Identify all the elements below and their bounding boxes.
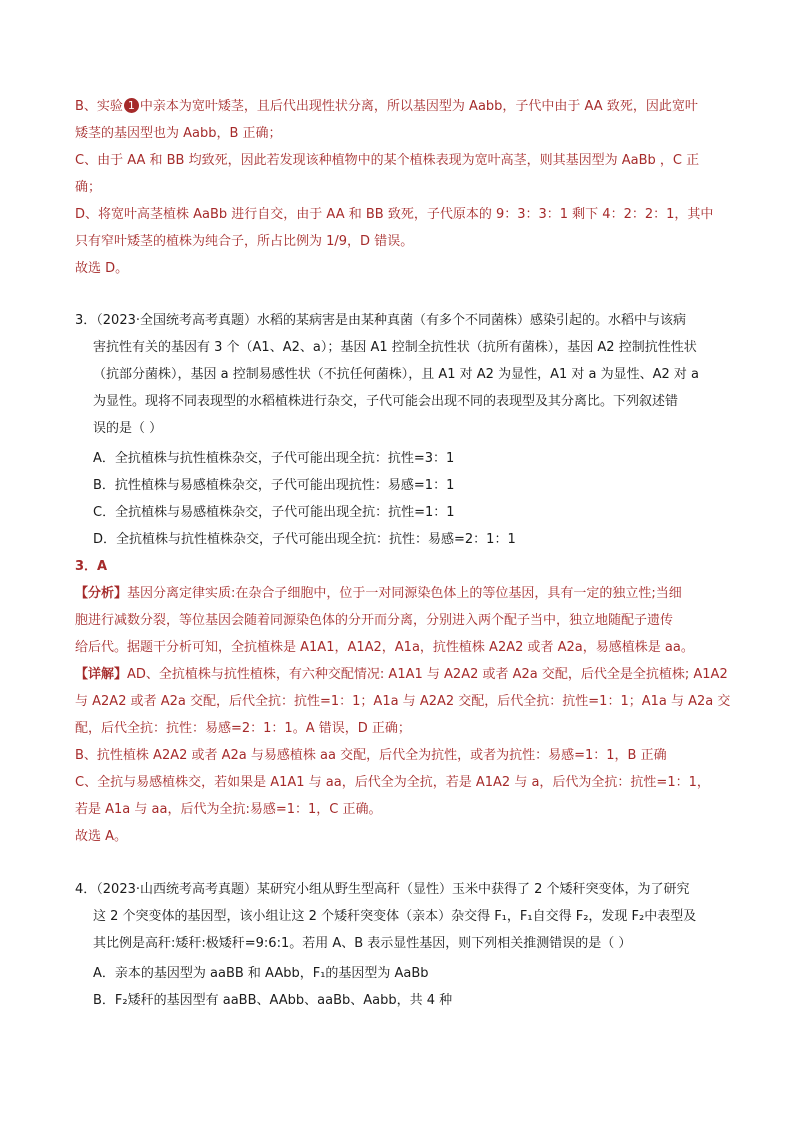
q3-detail-line: 若是 A1a 与 aa，后代为全抗:易感=1：1，C 正确。 (75, 802, 382, 817)
q3-stem-line: 为显性。现将不同表现型的水稻植株进行杂交，子代可能会出现不同的表现型及其分离比。下列叙述错 (93, 394, 679, 409)
q3-option-c: C．全抗植株与易感植株杂交，子代可能出现全抗：抗性=1：1 (93, 505, 455, 520)
q3-option-d: D．全抗植株与抗性植株杂交，子代可能出现全抗：抗性：易感=2：1：1 (93, 532, 516, 547)
q3-analysis-line1 (75, 584, 682, 604)
q4-stem-line: 这 2 个突变体的基因型，该小组让这 2 个矮秆突变体（亲本）杂交得 F₁，F₁自交得 F₂，发现 F₂中表型及 (93, 909, 697, 924)
prev-answer-b-line1 (75, 97, 698, 117)
prev-answer-c-line2: 确； (75, 180, 102, 195)
prev-answer-b-line2: 矮茎的基因型也为 Aabb，B 正确； (75, 126, 282, 141)
q3-analysis-line: 胞进行减数分裂，等位基因会随着同源染色体的分开而分离，分别进入两个配子当中，独立地随配子遗传 (75, 613, 674, 628)
q3-answer: 3．A (75, 559, 108, 574)
analysis-text: 基因分离定律实质:在杂合子细胞中，位于一对同源染色体上的等位基因，具有一定的独立性;当细 (127, 586, 682, 601)
analysis-label: 【分析】 (75, 586, 128, 601)
prev-answer-d-line1: D、将宽叶高茎植株 AaBb 进行自交，由于 AA 和 BB 致死，子代原本的 9：3：3：1 剩下 4：2：2：1，其中 (75, 207, 714, 222)
q3-detail-line: 配，后代全抗：抗性：易感=2：1：1。A 错误，D 正确； (75, 721, 411, 736)
q3-option-a: A．全抗植株与抗性植株杂交，子代可能出现全抗：抗性=3：1 (93, 451, 455, 466)
detail-label: 【详解】 (75, 667, 128, 682)
q4-stem-line: 其比例是高秆:矮秆:极矮秆=9:6:1。若用 A、B 表示显性基因，则下列相关推测错误的是（ ） (93, 936, 632, 951)
q3-stem-line: （抗部分菌株），基因 a 控制易感性状（不抗任何菌株），且 A1 对 A2 为显性，A1 对 a 为显性、A2 对 a (93, 367, 700, 382)
q3-analysis-line: 给后代。据题干分析可知，全抗植株是 A1A1，A1A2，A1a，抗性植株 A2A2 或者 A2a，易感植株是 aa。 (75, 640, 694, 655)
q4-option-b: B．F₂矮秆的基因型有 aaBB、AAbb、aaBb、Aabb，共 4 种 (93, 993, 453, 1008)
circled-number-icon: 1 (124, 98, 139, 113)
q3-stem-line: 3．（2023·全国统考高考真题）水稻的某病害是由某种真菌（有多个不同菌株）感染引起的。水稻中与该病 (75, 313, 686, 328)
q3-detail-line: 与 A2A2 或者 A2a 交配，后代全抗：抗性=1：1；A1a 与 A2A2 交配，后代全抗：抗性=1：1；A1a 与 A2a 交 (75, 694, 731, 709)
q4-option-a: A．亲本的基因型为 aaBB 和 AAbb，F₁的基因型为 AaBb (93, 966, 429, 981)
prev-answer-conclusion: 故选 D。 (75, 261, 129, 276)
q3-detail-line: B、抗性植株 A2A2 或者 A2a 与易感植株 aa 交配，后代全为抗性，或者为抗性：易感=1：1，B 正确 (75, 748, 667, 763)
q3-option-b: B．抗性植株与易感植株杂交，子代可能出现抗性：易感=1：1 (93, 478, 455, 493)
prev-answer-d-line2: 只有窄叶矮茎的植株为纯合子，所占比例为 1/9，D 错误。 (75, 234, 414, 249)
q3-detail-line: C、全抗与易感植株交，若如果是 A1A1 与 aa，后代全为全抗，若是 A1A2 与 a，后代为全抗：抗性=1：1， (75, 775, 710, 790)
prev-answer-b-prefix: B、实验 (75, 99, 123, 114)
q3-stem-line: 误的是（ ） (93, 421, 163, 436)
q4-stem-line: 4．（2023·山西统考高考真题）某研究小组从野生型高秆（显性）玉米中获得了 2 个矮秆突变体，为了研究 (75, 882, 690, 897)
prev-answer-c-line1: C、由于 AA 和 BB 均致死，因此若发现该种植物中的某个植株表现为宽叶高茎，则其基因型为 AaBb ，C 正 (75, 153, 700, 168)
prev-answer-b-text: 中亲本为宽叶矮茎，且后代出现性状分离，所以基因型为 Aabb，子代中由于 AA 致死，因此宽叶 (139, 99, 698, 114)
q3-conclusion: 故选 A。 (75, 829, 128, 844)
q3-detail-line1 (75, 665, 728, 685)
detail-text: AD、全抗植株与抗性植株，有六种交配情况: A1A1 与 A2A2 或者 A2a 交配，后代全是全抗植株; A1A2 (127, 667, 728, 682)
q3-stem-line: 害抗性有关的基因有 3 个（A1、A2、a）；基因 A1 控制全抗性状（抗所有菌株），基因 A2 控制抗性性状 (93, 340, 697, 355)
